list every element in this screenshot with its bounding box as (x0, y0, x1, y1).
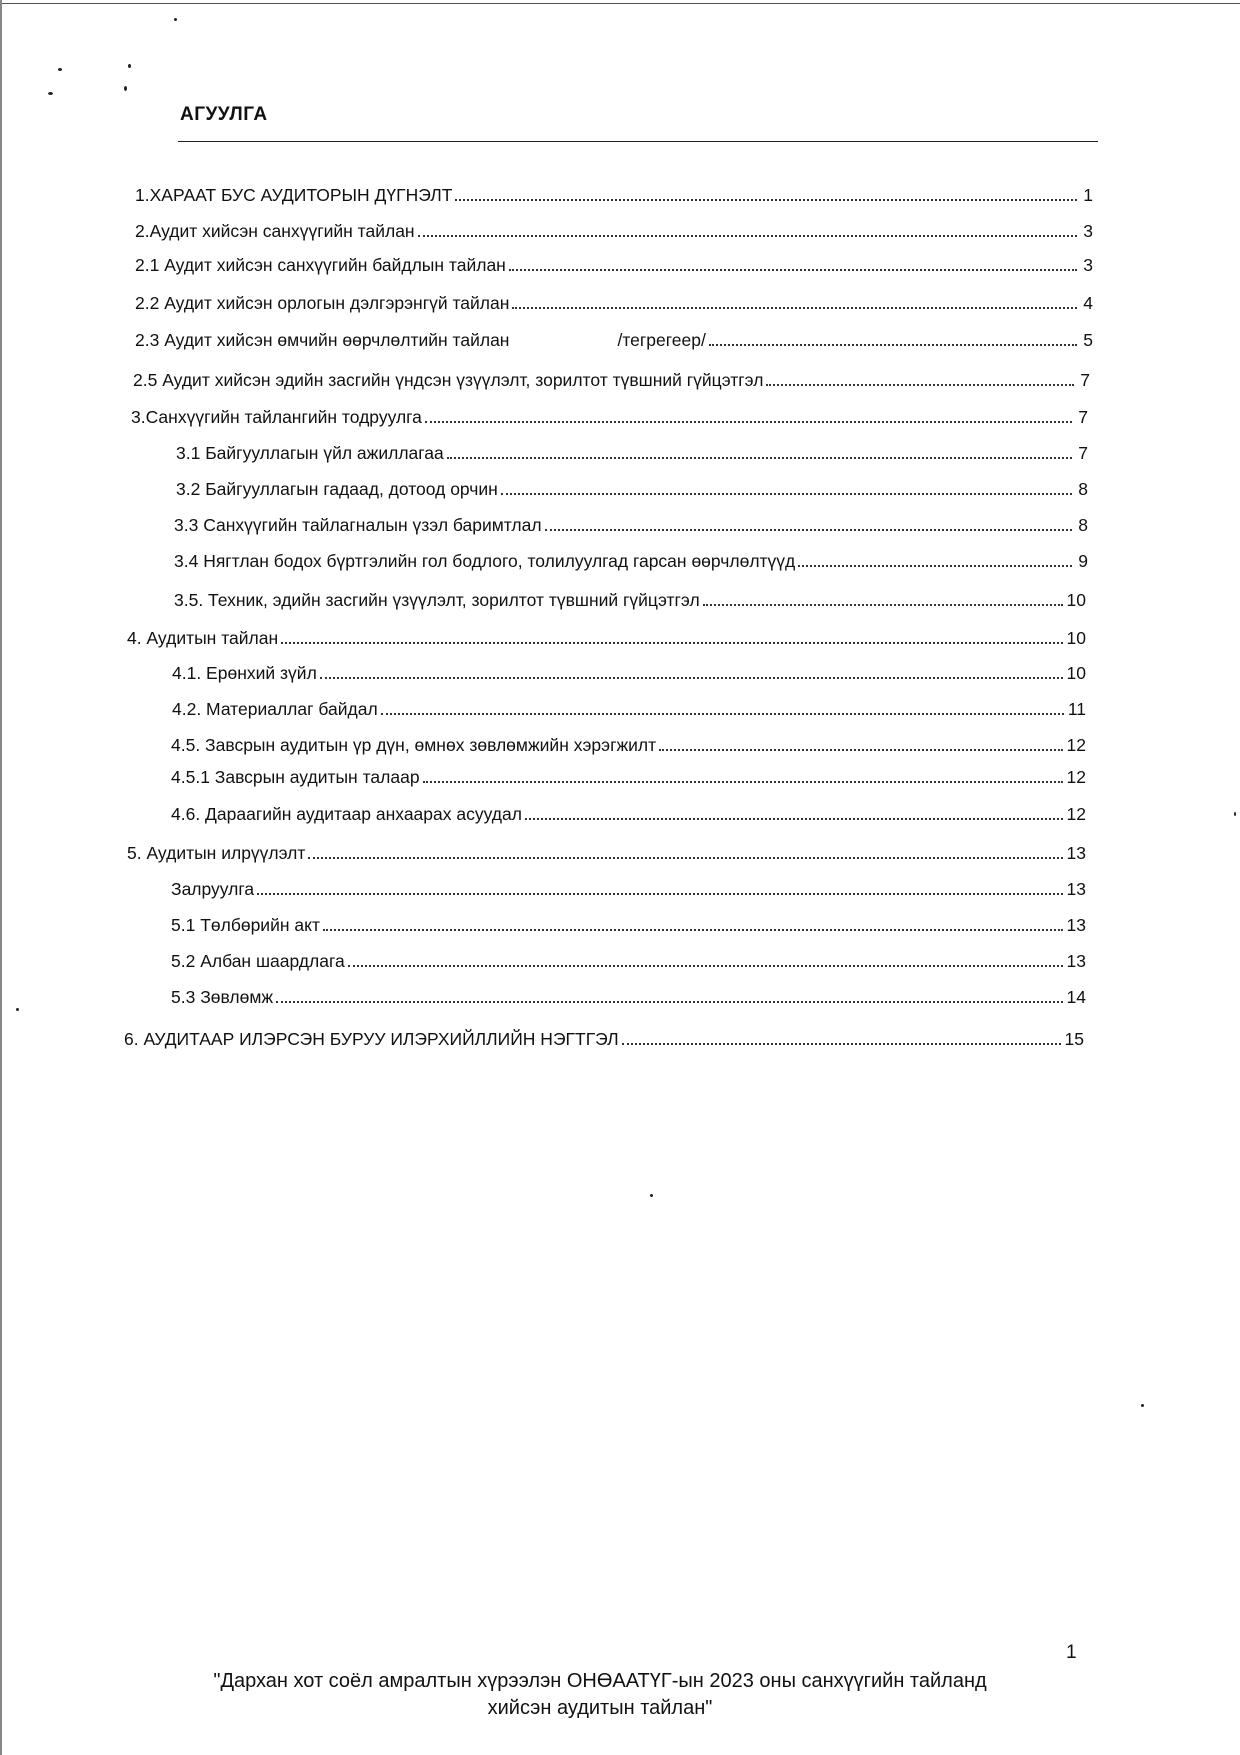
toc-leader-dots (381, 713, 1064, 715)
toc-entry (135, 216, 1093, 242)
toc-entry-page: 13 (1066, 843, 1086, 863)
toc-leader-dots (622, 1043, 1061, 1045)
toc-entry-label: 2.2 Аудит хийсэн орлогын дэлгэрэнгүй тайлан (135, 293, 510, 313)
toc-entry-label: 2.5 Аудит хийсэн эдийн засгийн үндсэн үзүүлэлт, зорилтот түвшний гүйцэтгэл (133, 370, 764, 390)
toc-leader-dots (308, 857, 1062, 859)
toc-leader-dots (525, 818, 1063, 820)
toc-leader-dots (703, 604, 1063, 606)
toc-entry-label: 2.1 Аудит хийсэн санхүүгийн байдлын тайлан (135, 255, 506, 275)
toc-entry-page: 15 (1064, 1029, 1084, 1049)
toc-entry (133, 365, 1090, 391)
toc-entry-label: 6. АУДИТААР ИЛЭРСЭН БУРУУ ИЛЭРХИЙЛЛИЙН НЭГТГЭЛ (124, 1029, 619, 1049)
toc-leader-dots (281, 642, 1062, 644)
toc-entry-page: 13 (1066, 951, 1086, 971)
toc-leader-dots (418, 235, 1077, 237)
toc-entry (127, 623, 1086, 649)
toc-entry-label: Залруулга (171, 879, 255, 899)
toc-entry-page: 7 (1080, 370, 1090, 390)
toc-entry-label: 3.1 Байгууллагын үйл ажиллагаа (176, 443, 444, 463)
toc-entry (124, 1024, 1084, 1050)
toc-entry-page: 8 (1078, 479, 1088, 499)
scan-speck (174, 18, 177, 21)
scan-left-edge (0, 0, 2, 1755)
toc-entry (171, 946, 1086, 972)
toc-heading-rule (178, 141, 1098, 142)
toc-entry-label: 3.2 Байгууллагын гадаад, дотоод орчин (176, 479, 498, 499)
toc-entry (172, 658, 1086, 684)
toc-entry-page: 5 (1083, 330, 1093, 350)
toc-leader-dots (276, 1001, 1062, 1003)
toc-entry-page: 14 (1066, 987, 1086, 1007)
toc-entry (171, 874, 1086, 900)
toc-entry (127, 838, 1086, 864)
toc-leader-dots (455, 199, 1077, 201)
toc-entry-label: 5.3 Зөвлөмж (171, 987, 274, 1007)
toc-entry-label: 3.4 Нягтлан бодох бүртгэлийн гол бодлого, толилуулгад гарсан өөрчлөлтүүд (174, 551, 796, 571)
toc-entry-label: 5. Аудитын илрүүлэлт (127, 843, 306, 863)
report-caption-line-1: "Дархан хот соёл амралтын хүрээлэн ОНӨААТҮГ-ын 2023 оны санхүүгийн тайланд (213, 1670, 987, 1692)
scan-speck (48, 92, 53, 95)
toc-entry (135, 180, 1093, 206)
page-number: 1 (1066, 1642, 1077, 1663)
toc-leader-dots (501, 493, 1072, 495)
toc-entry-page: 7 (1078, 443, 1088, 463)
toc-entry-page: 12 (1066, 735, 1086, 755)
toc-entry-page: 11 (1067, 699, 1086, 719)
scan-speck (650, 1194, 653, 1197)
toc-entry-page: 10 (1066, 663, 1086, 683)
toc-entry-label: 4.6. Дараагийн аудитаар анхаарах асуудал (171, 804, 522, 824)
toc-entry-page: 4 (1083, 293, 1093, 313)
toc-entry-label: 2.Аудит хийсэн санхүүгийн тайлан (135, 221, 415, 241)
toc-entry (171, 982, 1086, 1008)
scan-speck (16, 1008, 19, 1011)
toc-entry (135, 288, 1093, 314)
toc-entry-page: 1 (1083, 185, 1093, 205)
toc-entry-label: 2.3 Аудит хийсэн өмчийн өөрчлөлтийн тайлан (135, 330, 510, 350)
toc-entry-label: 4.5.1 Завсрын аудитын талаар (171, 767, 420, 787)
toc-entry-label: 3.3 Санхүүгийн тайлагналын үзэл баримтлал (174, 515, 542, 535)
scan-speck (124, 86, 127, 91)
toc-entry-label: 5.1 Төлбөрийн акт (171, 915, 320, 935)
toc-leader-dots (512, 307, 1077, 309)
toc-entry (171, 910, 1086, 936)
toc-entry-label: 4.5. Завсрын аудитын үр дүн, өмнөх зөвлөмжийн хэрэгжилт (171, 735, 657, 755)
toc-entry-page: 12 (1066, 804, 1086, 824)
toc-entry-page: 9 (1078, 551, 1088, 571)
toc-entry-page: 12 (1066, 767, 1086, 787)
toc-leader-dots (798, 565, 1072, 567)
toc-leader-dots (545, 529, 1072, 531)
toc-leader-dots (447, 457, 1072, 459)
toc-entry-label: 3.5. Техник, эдийн засгийн үзүүлэлт, зорилтот түвшний гүйцэтгэл (174, 590, 700, 610)
toc-entry-page: 10 (1066, 590, 1086, 610)
toc-entry-label: 4.1. Ерөнхий зүйл (172, 663, 317, 683)
toc-entry (135, 325, 1093, 351)
toc-entry (174, 510, 1088, 536)
toc-entry-page: 8 (1078, 515, 1088, 535)
toc-leader-dots (320, 677, 1063, 679)
toc-leader-dots (659, 749, 1062, 751)
toc-entry (135, 250, 1093, 276)
toc-entry (171, 762, 1086, 788)
scan-speck (1141, 1404, 1144, 1407)
toc-entry-label: 5.2 Албан шаардлага (171, 951, 345, 971)
toc-entry (174, 585, 1086, 611)
toc-leader-dots (709, 344, 1077, 346)
scan-speck (1234, 812, 1236, 816)
toc-entry (171, 730, 1086, 756)
toc-entry-label: 4.2. Материаллаг байдал (172, 699, 378, 719)
toc-leader-dots (323, 929, 1063, 931)
toc-entry (131, 402, 1088, 428)
toc-entry-page: 10 (1066, 628, 1086, 648)
report-caption (100, 1668, 1100, 1722)
toc-entry (171, 799, 1086, 825)
toc-entry-page: 7 (1078, 407, 1088, 427)
toc-entry (176, 438, 1088, 464)
toc-entry-page: 13 (1066, 879, 1086, 899)
toc-leader-dots (425, 421, 1072, 423)
toc-leader-dots (766, 384, 1074, 386)
toc-leader-dots (257, 893, 1062, 895)
toc-leader-dots (509, 269, 1077, 271)
toc-entry-page: 3 (1083, 255, 1093, 275)
toc-entry-page: 3 (1083, 221, 1093, 241)
toc-entry (176, 474, 1088, 500)
toc-heading: АГУУЛГА (180, 104, 268, 125)
scan-edge-line (0, 3, 1240, 4)
toc-entry-label: 1.ХАРААТ БУС АУДИТОРЫН ДҮГНЭЛТ (135, 185, 453, 205)
toc-entry-page: 13 (1066, 915, 1086, 935)
toc-entry (172, 694, 1086, 720)
scan-speck (58, 68, 62, 71)
toc-entry-label: 3.Санхүүгийн тайлангийн тодруулга (131, 407, 422, 427)
toc-entry-note: /тегрегеер/ (617, 330, 706, 350)
toc-leader-dots (348, 965, 1063, 967)
report-caption-line-2: хийсэн аудитын тайлан" (487, 1697, 713, 1719)
toc-entry (174, 546, 1088, 572)
toc-leader-dots (423, 781, 1063, 783)
scan-speck (128, 64, 131, 68)
toc-entry-label: 4. Аудитын тайлан (127, 628, 279, 648)
